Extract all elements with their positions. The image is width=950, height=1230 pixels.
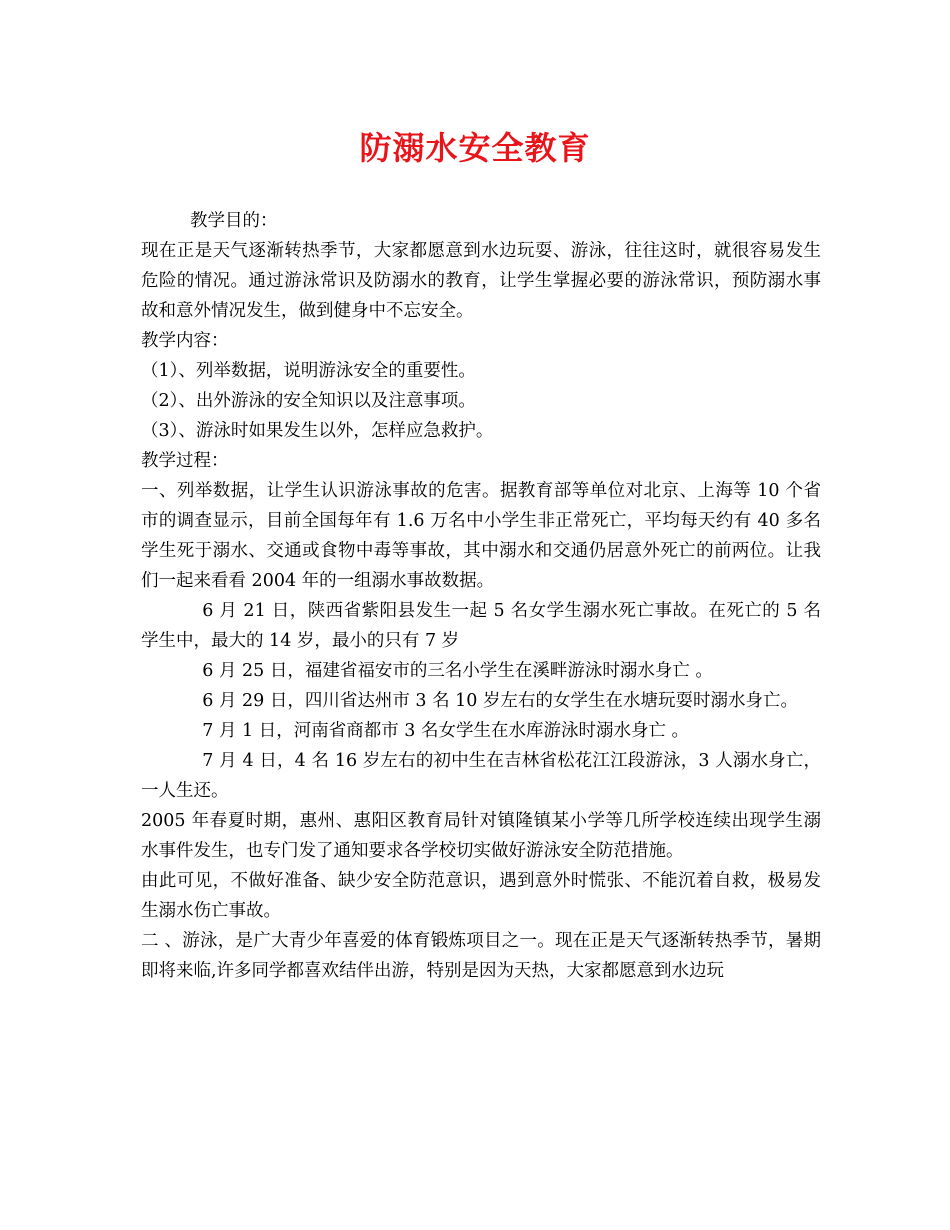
content-item-1: （1）、列举数据，说明游泳安全的重要性。 (141, 361, 476, 381)
incident-june-21: 6 月 21 日，陕西省紫阳县发生一起 5 名女学生溺水死亡事故。在死亡的 5 名学生中，最大的 14 岁，最小的只有 7 岁 (141, 601, 821, 651)
paragraph-conclusion: 由此可见，不做好准备、缺少安全防范意识，遇到意外时慌张、不能沉着自救，极易发生溺水伤亡事故。 (141, 871, 821, 921)
incident-june-25: 6 月 25 日，福建省福安市的三名小学生在溪畔游泳时溺水身亡 。 (202, 661, 713, 681)
paragraph-2005: 2005 年春夏时期，惠州、惠阳区教育局针对镇隆镇某小学等几所学校连续出现学生溺水事件发生，也专门发了通知要求各学校切实做好游泳安全防范措施。 (141, 811, 821, 861)
incident-june-29: 6 月 29 日，四川省达州市 3 名 10 岁左右的女学生在水塘玩耍时溺水身亡。 (202, 691, 798, 711)
paragraph-statistics: 一、列举数据，让学生认识游泳事故的危害。据教育部等单位对北京、上海等 10 个省市的调查显示，目前全国每年有 1.6 万名中小学生非正常死亡，平均每天约有 40 多名学生死于溺水、交通或食物中毒等事故，其中溺水和交通仍居意外死亡的前两位。让我们一起来看看 2004 年的一组溺水事故数据。 (141, 481, 821, 591)
paragraph-section-two: 二 、游泳，是广大青少年喜爱的体育锻炼项目之一。现在正是天气逐渐转热季节，暑期即将来临,许多同学都喜欢结伴出游，特别是因为天热，大家都愿意到水边玩 (141, 931, 821, 981)
content-item-3: （3）、游泳时如果发生以外，怎样应急救护。 (141, 421, 494, 441)
content-item-2: （2）、出外游泳的安全知识以及注意事项。 (141, 391, 476, 411)
section-heading-process: 教学过程： (141, 451, 229, 471)
section-heading-content: 教学内容： (141, 331, 229, 351)
incident-july-1: 7 月 1 日，河南省商都市 3 名女学生在水库游泳时溺水身亡 。 (202, 721, 690, 741)
incident-july-4: 7 月 4 日，4 名 16 岁左右的初中生在吉林省松花江江段游泳，3 人溺水身亡，一人生还。 (141, 751, 821, 801)
paragraph-objective: 现在正是天气逐渐转热季节，大家都愿意到水边玩耍、游泳，往往这时，就很容易发生危险的情况。通过游泳常识及防溺水的教育，让学生掌握必要的游泳常识，预防溺水事故和意外情况发生，做到健身中不忘安全。 (141, 241, 821, 321)
section-heading-objective: 教学目的： (190, 211, 278, 231)
document-body (141, 206, 821, 986)
document-title: 防溺水安全教育 (359, 129, 591, 167)
